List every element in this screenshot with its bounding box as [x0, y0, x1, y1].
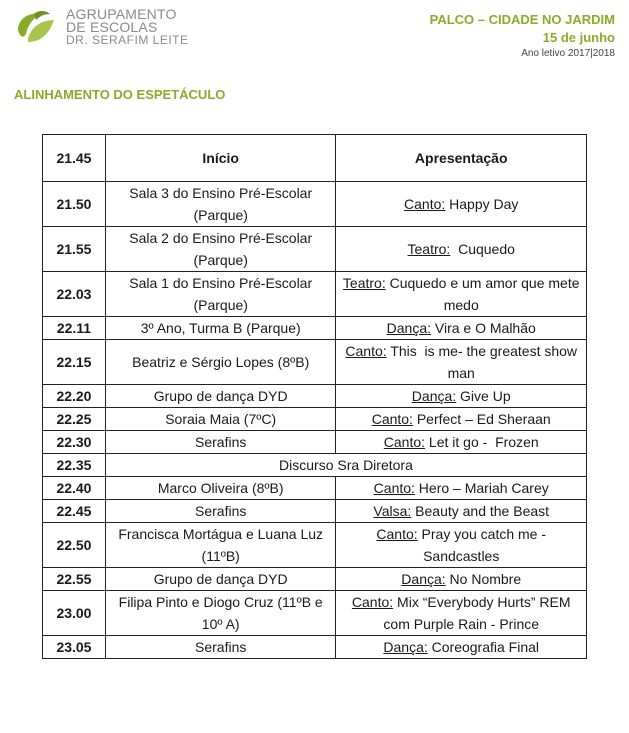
row-time: 22.15: [43, 340, 106, 385]
performance-title: Cuquedo e um amor que mete medo: [385, 275, 584, 313]
row-performer: Grupo de dança DYD: [105, 385, 336, 408]
program-table: [42, 134, 587, 659]
performance-type: Canto:: [383, 434, 426, 450]
event-date: 15 de junho: [542, 30, 615, 45]
row-time: 22.11: [43, 317, 106, 340]
row-time: 22.30: [43, 431, 106, 454]
row-performer: Serafins: [105, 431, 336, 454]
logo-line-2: DE ESCOLAS: [66, 19, 158, 35]
table-row: [43, 385, 587, 408]
performance-type: Canto:: [351, 594, 394, 610]
row-time: 21.50: [43, 182, 106, 227]
row-performance: [336, 317, 587, 340]
logo-line-3: DR. SERAFIM LEITE: [66, 33, 189, 47]
table-row: [43, 272, 587, 317]
table-row: [43, 568, 587, 591]
section-title: ALINHAMENTO DO ESPETÁCULO: [14, 87, 226, 102]
performance-type: Canto:: [345, 343, 387, 359]
row-time: 22.50: [43, 523, 106, 568]
row-performer: Grupo de dança DYD: [105, 568, 336, 591]
performance-title: Mix “Everybody Hurts” REM com Purple Rain - Prince: [383, 594, 575, 632]
table-row: [43, 431, 587, 454]
logo-line-1: AGRUPAMENTO: [66, 6, 177, 22]
table-header-row: [43, 135, 587, 182]
header-performance: Apresentação: [336, 135, 587, 182]
row-time: 23.00: [43, 591, 106, 636]
performance-title: Cuquedo: [450, 241, 515, 257]
row-performer: Sala 2 do Ensino Pré-Escolar (Parque): [105, 227, 336, 272]
table-row: [43, 477, 587, 500]
row-performer: Serafins: [105, 500, 336, 523]
performance-title: Happy Day: [445, 196, 519, 212]
row-time: 22.55: [43, 568, 106, 591]
row-performance: [336, 272, 587, 317]
row-performer: 3º Ano, Turma B (Parque): [105, 317, 336, 340]
header-time: 21.45: [43, 135, 106, 182]
performance-type: Canto:: [404, 196, 446, 212]
performance-type: Canto:: [373, 480, 415, 496]
row-time: 21.55: [43, 227, 106, 272]
event-header: [430, 12, 615, 59]
table-row: [43, 227, 587, 272]
performance-title: Vira e O Malhão: [431, 320, 536, 336]
row-time: 22.20: [43, 385, 106, 408]
table-row: [43, 454, 587, 477]
row-performance: [336, 227, 587, 272]
event-title: PALCO – CIDADE NO JARDIM: [429, 12, 615, 27]
table-row: [43, 523, 587, 568]
row-time: 22.35: [43, 454, 106, 477]
school-year: Ano letivo 2017|2018: [521, 48, 615, 59]
row-performance: [336, 340, 587, 385]
table-row: [43, 340, 587, 385]
row-time: 23.05: [43, 636, 106, 659]
row-performer: Serafins: [105, 636, 336, 659]
performance-type: Valsa:: [373, 503, 412, 519]
performance-type: Dança:: [401, 571, 446, 587]
performance-type: Canto:: [371, 411, 413, 427]
row-performer: Beatriz e Sérgio Lopes (8ºB): [105, 340, 336, 385]
table-row: [43, 500, 587, 523]
row-time: 22.25: [43, 408, 106, 431]
row-performance: [336, 408, 587, 431]
table-row: [43, 182, 587, 227]
performance-type: Teatro:: [407, 241, 451, 257]
performance-title: This is me- the greatest show man: [386, 343, 581, 381]
row-performance: [336, 385, 587, 408]
performance-type: Dança:: [386, 320, 431, 336]
performance-title: Pray you catch me - Sandcastles: [417, 526, 550, 564]
row-performance: [336, 431, 587, 454]
row-performance: [336, 523, 587, 568]
row-merged-text: Discurso Sra Diretora: [105, 454, 586, 477]
row-performer: Sala 3 do Ensino Pré-Escolar (Parque): [105, 182, 336, 227]
performance-title: No Nombre: [445, 571, 522, 587]
performance-title: Hero – Mariah Carey: [414, 480, 549, 496]
row-performance: [336, 568, 587, 591]
row-performance: [336, 477, 587, 500]
row-time: 22.45: [43, 500, 106, 523]
table-row: [43, 636, 587, 659]
table-row: [43, 591, 587, 636]
table-row: [43, 408, 587, 431]
row-time: 22.40: [43, 477, 106, 500]
row-performer: Sala 1 do Ensino Pré-Escolar (Parque): [105, 272, 336, 317]
performance-title: Coreografia Final: [427, 639, 540, 655]
row-time: 22.03: [43, 272, 106, 317]
row-performer: Francisca Mortágua e Luana Luz (11ºB): [105, 523, 336, 568]
row-performer: Marco Oliveira (8ºB): [105, 477, 336, 500]
program-rows: [43, 182, 587, 659]
performance-type: Dança:: [383, 639, 428, 655]
performance-type: Teatro:: [342, 275, 386, 291]
row-performer: Soraia Maia (7ºC): [105, 408, 336, 431]
leaf-logo-icon: [14, 8, 58, 48]
row-performance: [336, 636, 587, 659]
performance-title: Perfect – Ed Sheraan: [412, 411, 551, 427]
row-performance: [336, 500, 587, 523]
row-performance: [336, 591, 587, 636]
header-start: Início: [105, 135, 336, 182]
performance-title: Let it go - Frozen: [425, 434, 539, 450]
school-logo: [14, 6, 189, 50]
performance-title: Give Up: [456, 388, 511, 404]
row-performance: [336, 182, 587, 227]
performance-type: Dança:: [411, 388, 457, 404]
row-performer: Filipa Pinto e Diogo Cruz (11ºB e 10º A): [105, 591, 336, 636]
table-row: [43, 317, 587, 340]
performance-type: Canto:: [376, 526, 418, 542]
performance-title: Beauty and the Beast: [411, 503, 550, 519]
